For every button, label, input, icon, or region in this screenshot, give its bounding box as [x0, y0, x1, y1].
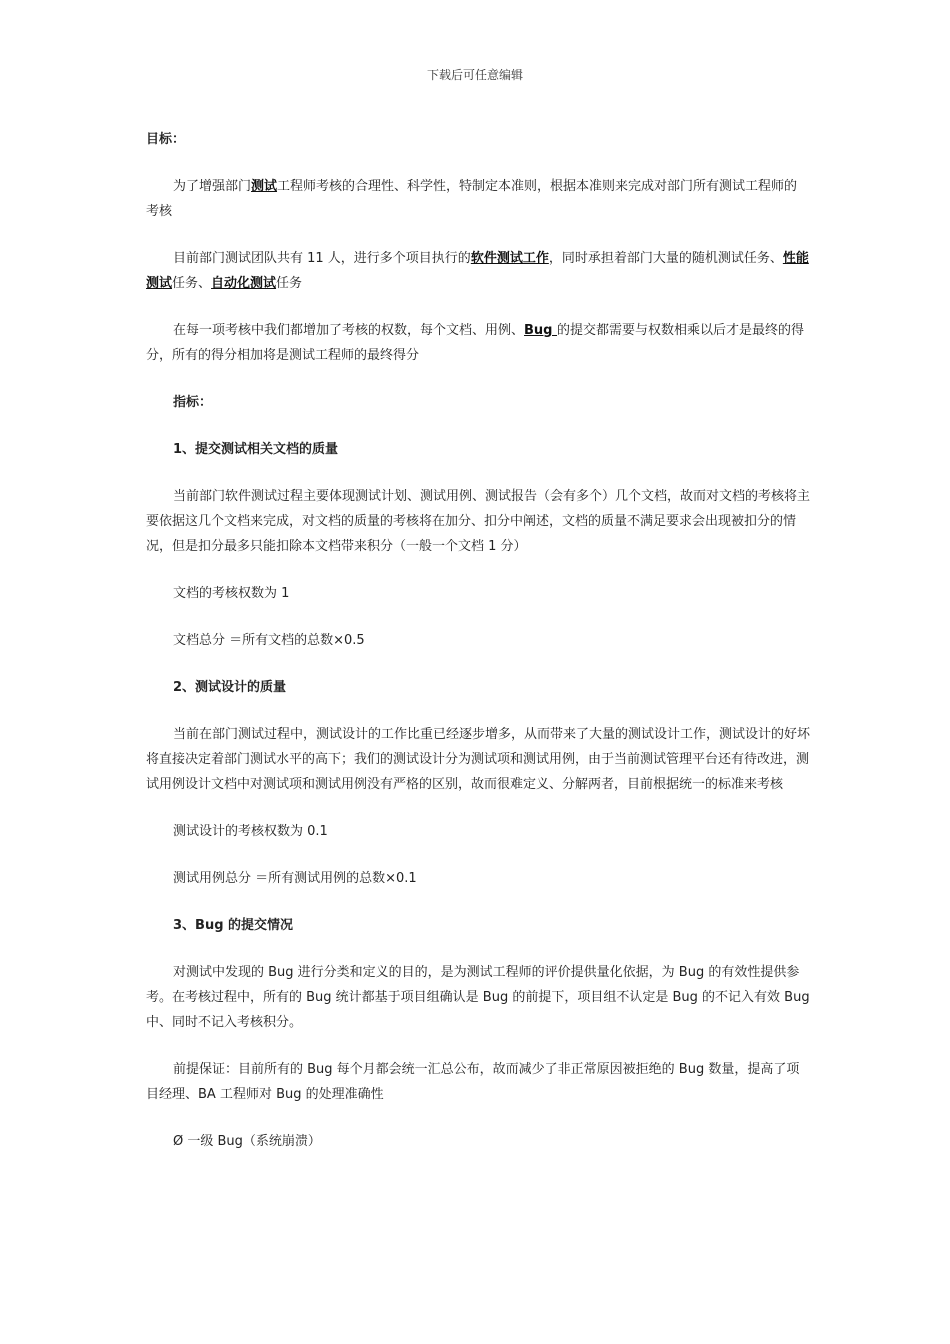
section-1-weight: 文档的考核权数为 1	[173, 586, 290, 601]
paragraph-purpose	[146, 174, 810, 224]
section-1-total: 文档总分 ＝所有文档的总数×0.5	[173, 633, 365, 648]
document-body	[146, 127, 810, 1154]
section-2-weight: 测试设计的考核权数为 0.1	[173, 824, 328, 839]
link-testing[interactable]: 测试	[251, 179, 278, 194]
section-1-title: 1、提交测试相关文档的质量	[173, 442, 339, 457]
goal-heading: 目标：	[146, 132, 186, 147]
link-performance-testing[interactable]: 性能测试	[146, 251, 809, 291]
text-span: 工程师考核的合理性、科学性，特制定本准则，根据本准则来完成对部门所有测试工程师的考核	[146, 179, 798, 219]
link-automation-testing[interactable]: 自动化测试	[211, 276, 277, 291]
text-span: ，同时承担着部门大量的随机测试任务、	[548, 251, 783, 266]
text-span: 任务、	[172, 276, 212, 291]
text-span: 为了增强部门	[173, 179, 252, 194]
section-3-premise: 前提保证：目前所有的 Bug 每个月都会统一汇总公布，故而减少了非正常原因被拒绝的 Bug 数量，提高了项目经理、BA 工程师对 Bug 的处理准确性	[146, 1062, 800, 1102]
text-span: 的提交都需要与权数相乘以后才是最终的得分，所有的得分相加将是测试工程师的最终得分	[146, 323, 805, 363]
section-3-body: 对测试中发现的 Bug 进行分类和定义的目的，是为测试工程师的评价提供量化依据，为 Bug 的有效性提供参考。在考核过程中，所有的 Bug 统计都基于项目组确认是 Bug 的前提下，项目组不认定是 Bug 的不记入有效 Bug 中、同时不记入考核积分。	[146, 965, 810, 1030]
paragraph-team	[146, 246, 810, 296]
section-1-body: 当前部门软件测试过程主要体现测试计划、测试用例、测试报告（会有多个）几个文档，故而对文档的考核将主要依据这几个文档来完成，对文档的质量的考核将在加分、扣分中阐述，文档的质量不满足要求会出现被扣分的情况，但是扣分最多只能扣除本文档带来积分（一般一个文档 1 分）	[146, 489, 811, 554]
paragraph-weights	[146, 318, 810, 368]
indicators-heading: 指标：	[173, 395, 213, 410]
text-span: 在每一项考核中我们都增加了考核的权数，每个文档、用例、	[173, 323, 525, 338]
section-2-title: 2、测试设计的质量	[173, 680, 287, 695]
page-header: 下载后可任意编辑	[426, 68, 523, 82]
link-bug[interactable]: Bug	[524, 323, 558, 338]
text-span: 任务	[276, 276, 303, 291]
section-2-body: 当前在部门测试过程中，测试设计的工作比重已经逐步增多，从而带来了大量的测试设计工作，测试设计的好坏将直接决定着部门测试水平的高下；我们的测试设计分为测试项和测试用例，由于当前测试管理平台还有待改进，测试用例设计文档中对测试项和测试用例没有严格的区别，故而很难定义、分解两者，目前根据统一的标准来考核	[146, 727, 811, 792]
section-3-title: 3、Bug 的提交情况	[173, 918, 294, 933]
bullet-level-1-bug: Ø 一级 Bug（系统崩溃）	[173, 1134, 321, 1149]
section-2-total: 测试用例总分 ＝所有测试用例的总数×0.1	[173, 871, 417, 886]
link-software-testing[interactable]: 软件测试工作	[470, 251, 549, 266]
text-span: 目前部门测试团队共有 11 人，进行多个项目执行的	[173, 251, 471, 266]
